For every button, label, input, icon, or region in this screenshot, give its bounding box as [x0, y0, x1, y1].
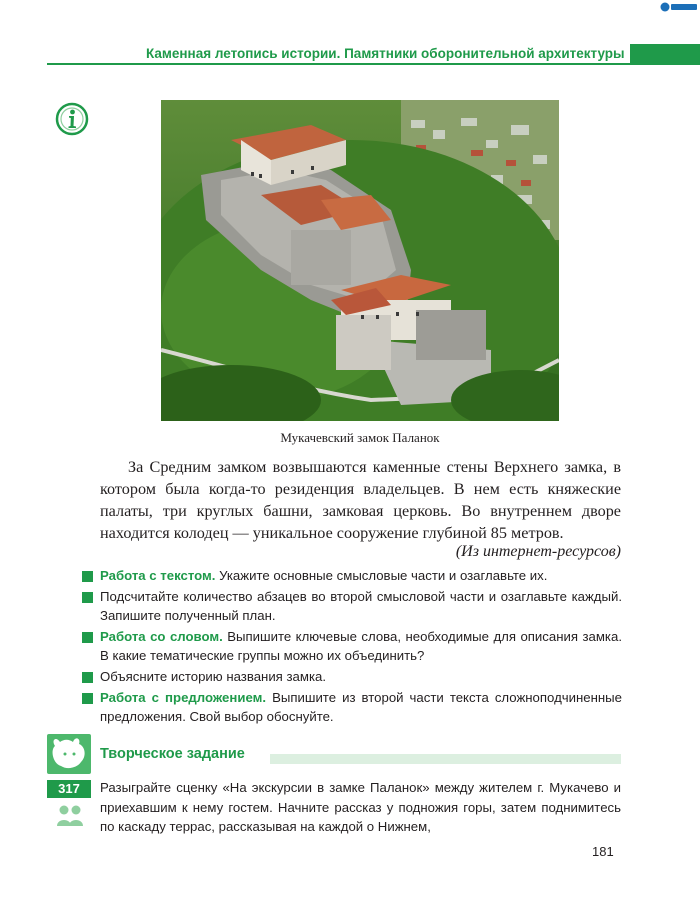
exercise-number-badge: 317	[47, 780, 91, 798]
section-header-title: Каменная летопись истории. Памятники оборонительной архитектуры	[146, 46, 625, 61]
task-bullet-icon	[82, 632, 93, 643]
task-item	[82, 587, 622, 626]
creative-task-icon	[47, 734, 91, 774]
task-bullet-icon	[82, 672, 93, 683]
task-heading: Работа со словом.	[100, 628, 223, 644]
title-accent-bar	[270, 754, 621, 764]
task-text: Подсчитайте количество абзацев во второй смысловой части и озаглавьте каждый. Запишите полученный план.	[100, 588, 622, 624]
task-bullet-icon	[82, 592, 93, 603]
pair-work-icon	[55, 804, 85, 826]
task-text: Объясните историю названия замка.	[100, 668, 326, 684]
task-bullet-icon	[82, 693, 93, 704]
source-note: (Из интернет-ресурсов)	[455, 543, 621, 560]
publisher-logo-icon	[660, 2, 698, 12]
task-list	[82, 566, 622, 728]
creative-task-text: Разыграйте сценку «На экскурсии в замке Паланок» между жителем г. Мукачево и приехавшим к нему гостем. Начните рассказ у подножия горы, затем поднимитесь по каскаду террас, рассказывая на каждой о Нижнем,	[100, 780, 621, 835]
task-bullet-icon	[82, 571, 93, 582]
task-heading: Работа с текстом.	[100, 568, 216, 583]
task-item	[82, 627, 622, 666]
page-number: 181	[592, 844, 614, 859]
photo-caption: Мукачевский замок Паланок	[280, 430, 440, 445]
task-text: Выпишите из второй части текста сложноподчиненные предложения. Свой выбор обоснуйте.	[100, 689, 622, 725]
task-text: Выпишите ключевые слова, необходимые для описания замка. В какие тематические группы можно их объединить?	[100, 628, 622, 664]
creative-task-title: Творческое задание	[100, 746, 245, 762]
header-rule	[47, 63, 630, 65]
task-item	[82, 688, 622, 727]
task-item	[82, 566, 622, 586]
main-paragraph: За Средним замком возвышаются каменные стены Верхнего замка, в котором была когда-то резиденция владельцев. В нем есть княжеские палаты, три круглых башни, замковая церковь. Во внутреннем дворе находится колодец — уникальное сооружение глубиной 85 метров.	[100, 458, 621, 542]
castle-photo	[161, 100, 559, 421]
task-text: Укажите основные смысловые части и озаглавьте их.	[215, 568, 548, 583]
info-icon	[55, 102, 89, 136]
header-accent-block	[630, 44, 700, 65]
task-heading: Работа с предложением.	[100, 689, 267, 705]
task-item	[82, 667, 622, 687]
